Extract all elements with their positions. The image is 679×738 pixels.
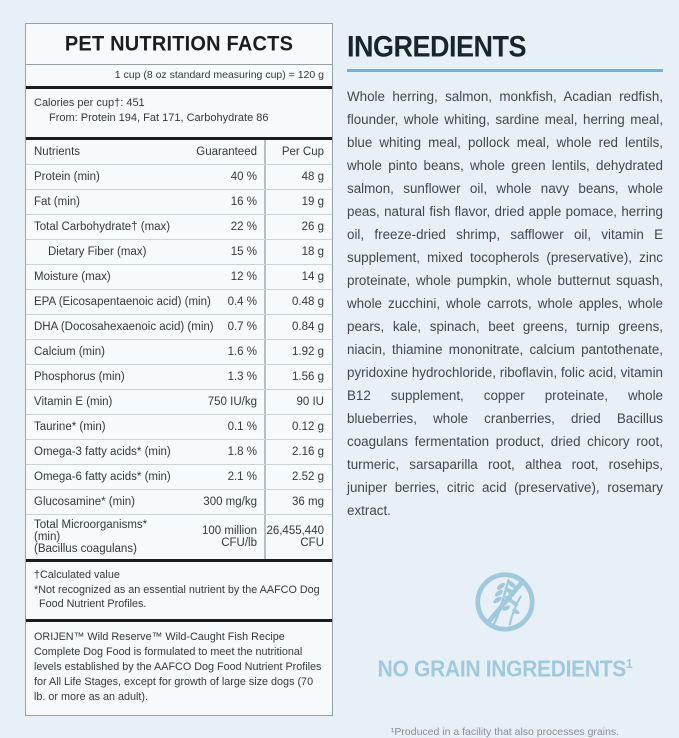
calories-section	[26, 89, 332, 140]
nutrient-name: Vitamin E (min)	[34, 396, 113, 408]
ingredients-column	[347, 30, 663, 738]
nutrient-guaranteed: 750 IU/kg	[207, 396, 257, 408]
guaranteed-analysis-table	[26, 140, 332, 562]
nutrient-guaranteed: 1.8 %	[227, 446, 257, 458]
nutrient-guaranteed: 15 %	[230, 246, 257, 258]
nutrient-name: EPA (Eicosapentaenoic acid) (min)	[34, 296, 211, 308]
footnotes-section	[26, 562, 332, 622]
nutrient-guaranteed: 40 %	[230, 171, 257, 183]
nutrient-name: Glucosamine* (min)	[34, 496, 135, 508]
nutrient-guaranteed: 2.1 %	[227, 471, 257, 483]
table-row	[26, 315, 332, 340]
nutrient-name: Total Carbohydrate† (max)	[34, 221, 171, 233]
nutrient-per-cup: 18 g	[264, 240, 332, 264]
no-grain-label-text: NO GRAIN INGREDIENTS	[377, 657, 626, 682]
nutrient-guaranteed: 0.4 %	[227, 296, 257, 308]
nutrient-name: Calcium (min)	[34, 346, 105, 358]
table-row	[26, 415, 332, 440]
nutrient-per-cup: 0.84 g	[264, 315, 332, 339]
ingredients-text: Whole herring, salmon, monkfish, Acadian redfish, flounder, whole whiting, sardine meal, herring meal, blue whiting meal, pollock meal, whole red lentils, whole pinto beans, whole green lentils, dehydrated salmon, sunflower oil, whole navy beans, whole peas, natural fish flavor, dried apple pomace, herring oil, freeze-dried shrimp, safflower oil, vitamin E supplement, mixed tocopherols (preservative), zinc proteinate, whole pumpkin, whole butternut squash, whole zucchini, whole carrots, whole apples, whole pears, kale, spinach, beet greens, turnip greens, niacin, thiamine mononitrate, calcium pantothenate, pyridoxine hydrochloride, riboflavin, folic acid, vitamin B12 supplement, copper proteinate, whole blueberries, whole cranberries, dried Bacillus coagulans fermentation product, dried chicory root, turmeric, sarsaparilla root, althea root, rosehips, juniper berries, citric acid (preservative), rosemary extract.	[347, 89, 663, 518]
nutrient-per-cup: 36 mg	[264, 490, 332, 514]
no-grain-wheat-icon	[471, 568, 539, 636]
nutrient-per-cup: 1.56 g	[264, 365, 332, 389]
nutrient-name: Moisture (max)	[34, 271, 111, 283]
nutrient-per-cup: 0.12 g	[264, 415, 332, 439]
nutrient-per-cup: 48 g	[264, 165, 332, 189]
table-row	[26, 290, 332, 315]
nutrient-guaranteed: 1.6 %	[227, 346, 257, 358]
no-grain-label-superscript: 1	[625, 656, 633, 672]
nutrient-guaranteed: 1.3 %	[227, 371, 257, 383]
calories-line: Calories per cup†: 451	[34, 97, 145, 109]
footnote-aafco: *Not recognized as an essential nutrient by the AAFCO Dog Food Nutrient Profiles.	[34, 583, 320, 610]
nutrient-guaranteed: 12 %	[230, 271, 257, 283]
nutrient-per-cup: 26,455,440 CFU	[264, 515, 332, 559]
header-nutrients: Nutrients	[34, 146, 81, 158]
nutrient-guaranteed: 22 %	[230, 221, 257, 233]
table-row	[26, 440, 332, 465]
nutrient-name: Dietary Fiber (max)	[48, 246, 147, 258]
nutrient-rows	[26, 165, 332, 559]
table-row	[26, 465, 332, 490]
table-row	[26, 265, 332, 290]
panel-title: PET NUTRITION FACTS	[64, 32, 294, 56]
nutrient-guaranteed: 0.7 %	[227, 321, 257, 333]
nutrient-name: Omega-3 fatty acids* (min)	[34, 446, 171, 458]
nutrient-per-cup: 26 g	[264, 215, 332, 239]
ingredients-title: INGREDIENTS	[347, 30, 527, 63]
nutrient-name: Fat (min)	[34, 196, 80, 208]
nutrient-name: Taurine* (min)	[34, 421, 106, 433]
nutrient-per-cup: 2.52 g	[264, 465, 332, 489]
nutrient-per-cup: 14 g	[264, 265, 332, 289]
aafco-statement: ORIJEN™ Wild Reserve™ Wild-Caught Fish Recipe Complete Dog Food is formulated to meet the nutritional levels established by the AAFCO Dog Food Nutrient Profiles for All Life Stages, except for growth of large size dogs (70 lb. or more as an adult).	[34, 630, 322, 703]
pet-nutrition-facts-panel	[25, 23, 333, 716]
header-guaranteed: Guaranteed	[196, 146, 257, 158]
nutrient-name: Phosphorus (min)	[34, 371, 125, 383]
table-row	[26, 190, 332, 215]
nutrient-name: DHA (Docosahexaenoic acid) (min)	[34, 321, 214, 333]
table-row	[26, 515, 332, 559]
panel-title-section	[26, 24, 332, 65]
facility-footnote: ¹Produced in a facility that also processes grains.	[390, 726, 620, 738]
table-row	[26, 490, 332, 515]
table-row	[26, 165, 332, 190]
nutrient-name: Omega-6 fatty acids* (min)	[34, 471, 171, 483]
no-grain-badge	[347, 568, 663, 682]
nutrient-guaranteed: 300 mg/kg	[203, 496, 257, 508]
calories-from-line: From: Protein 194, Fat 171, Carbohydrate 86	[49, 112, 269, 124]
nutrient-per-cup: 0.48 g	[264, 290, 332, 314]
nutrient-name: Protein (min)	[34, 171, 100, 183]
nutrient-per-cup: 90 IU	[264, 390, 332, 414]
table-row	[26, 240, 332, 265]
table-header-row	[26, 140, 332, 165]
serving-size-line: 1 cup (8 oz standard measuring cup) = 120 g	[26, 65, 332, 89]
nutrient-per-cup: 2.16 g	[264, 440, 332, 464]
nutrient-per-cup: 1.92 g	[264, 340, 332, 364]
header-per-cup: Per Cup	[264, 140, 332, 164]
nutrient-guaranteed: 100 million CFU/lb	[202, 525, 257, 549]
table-row	[26, 365, 332, 390]
footnote-calculated: †Calculated value	[34, 569, 120, 581]
table-row	[26, 390, 332, 415]
table-row	[26, 215, 332, 240]
table-row	[26, 340, 332, 365]
nutrient-guaranteed: 0.1 %	[227, 421, 257, 433]
nutrient-name: Total Microorganisms* (min) (Bacillus coagulans)	[34, 519, 148, 555]
nutrient-guaranteed: 16 %	[230, 196, 257, 208]
nutrient-per-cup: 19 g	[264, 190, 332, 214]
ingredients-underline	[347, 69, 663, 72]
